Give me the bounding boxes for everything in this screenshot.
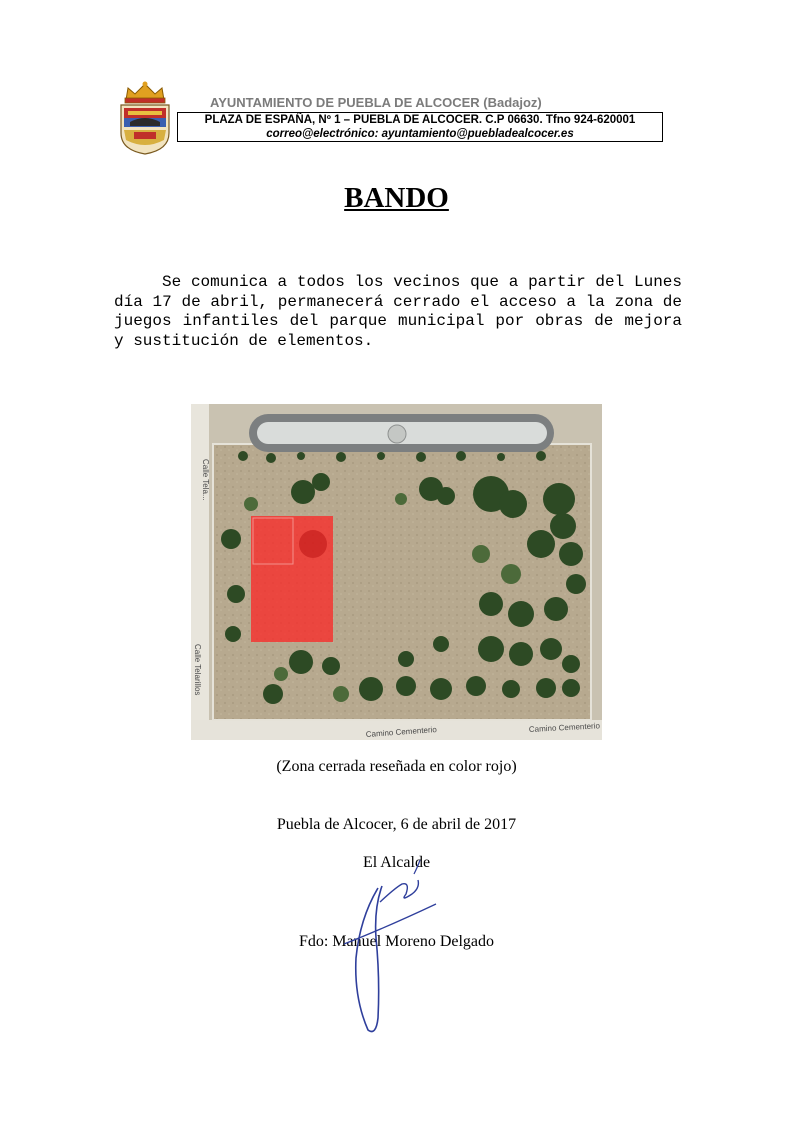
- handwritten-signature: [340, 858, 450, 1038]
- email-address: ayuntamiento@puebladealcocer.es: [381, 128, 574, 140]
- body-paragraph: Se comunica a todos los vecinos que a partir del Lunes día 17 de abril, permanecerá cerrado el acceso a la zona de juegos infantiles del parque municipal por obras de mejora y sustitución de elementos.: [114, 273, 682, 350]
- contact-box: [177, 112, 663, 142]
- address-line: PLAZA DE ESPAÑA, Nº 1 – PUEBLA DE ALCOCER. C.P 06630. Tfno 924-620001: [204, 114, 636, 126]
- mayor-title: El Alcalde: [362, 854, 431, 871]
- street-label-1: Calle Tela...: [201, 459, 210, 501]
- street-label-4: Camino Cementerio: [528, 721, 601, 734]
- map-caption: (Zona cerrada reseñada en color rojo): [276, 758, 517, 775]
- coat-of-arms-logo: [116, 78, 174, 156]
- aerial-map-image: [191, 404, 602, 740]
- street-label-2: Calle Telarillos: [193, 644, 202, 696]
- signed-by: Fdo: Manuel Moreno Delgado: [298, 933, 495, 950]
- street-label-3: Camino Cementerio: [365, 725, 438, 739]
- document-title: BANDO: [344, 182, 449, 214]
- org-name: AYUNTAMIENTO DE PUEBLA DE ALCOCER (Badajoz): [210, 95, 542, 110]
- email-line: [178, 128, 662, 140]
- email-label: correo@electrónico:: [266, 128, 379, 140]
- place-date: Puebla de Alcocer, 6 de abril de 2017: [276, 816, 517, 833]
